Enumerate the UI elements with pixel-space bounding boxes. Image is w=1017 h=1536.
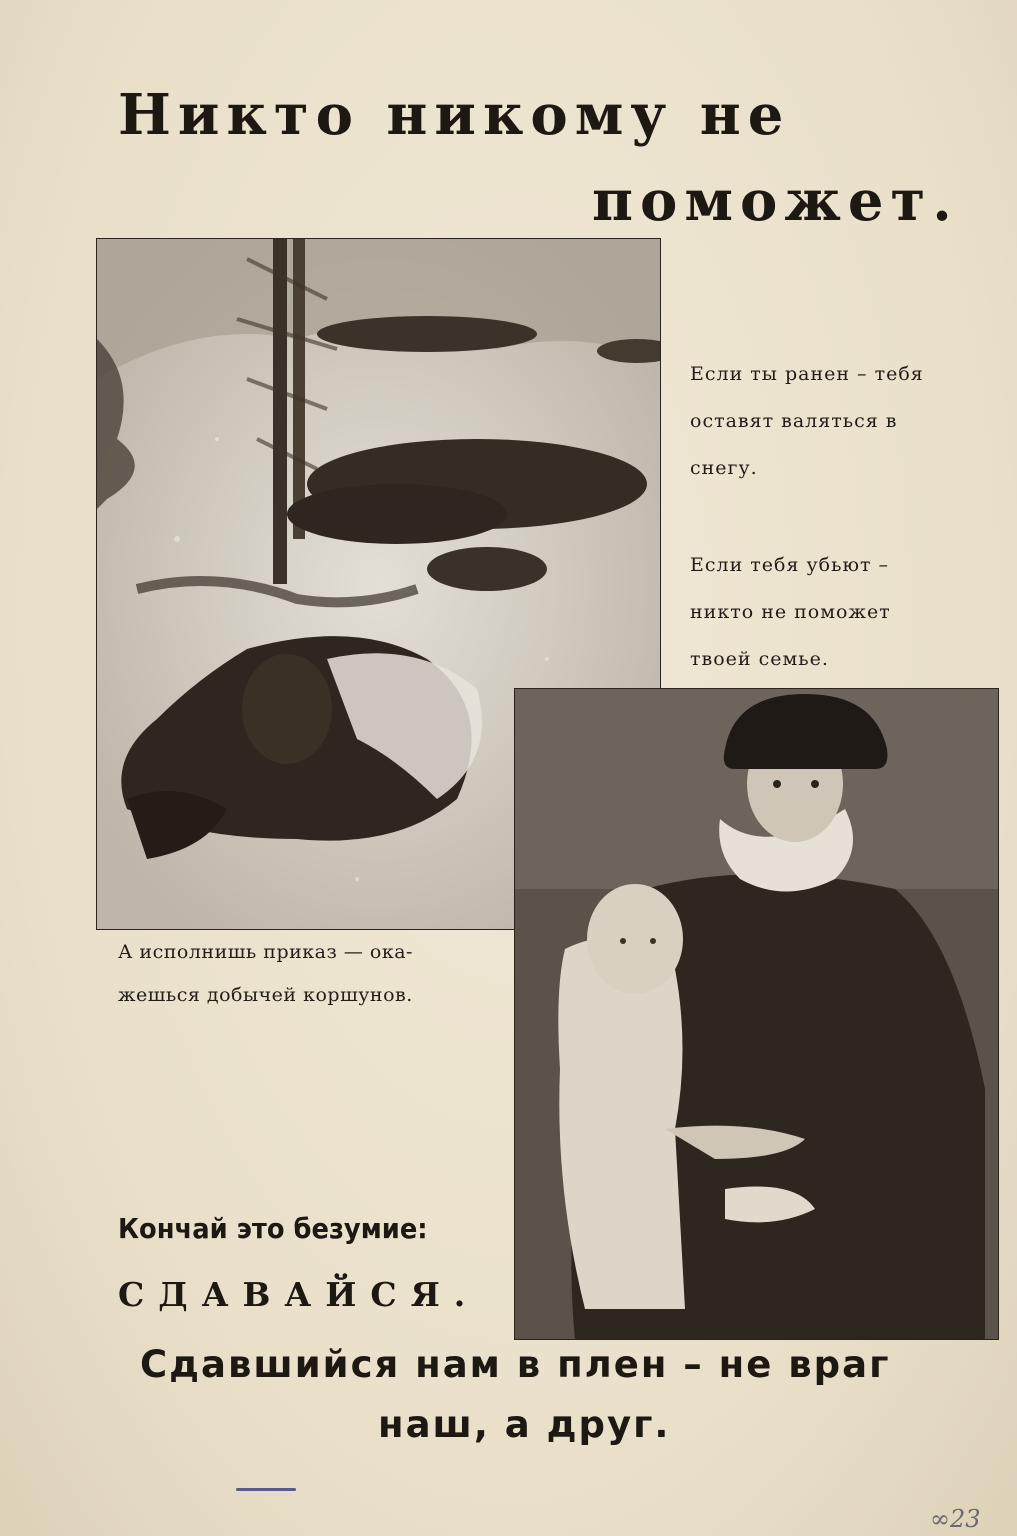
caption-wounded bbox=[690, 365, 945, 506]
slogan-friend-line-1: Сдавшийся нам в плен – не враг bbox=[140, 1343, 891, 1386]
caption-killed-line: никто не поможет bbox=[690, 601, 891, 623]
caption-order-line: А исполнишь приказ — ока- bbox=[118, 941, 413, 963]
archive-number: ∞23 bbox=[930, 1505, 981, 1533]
slogan-friend-line-2: наш, а друг. bbox=[378, 1403, 671, 1446]
caption-killed-line: Если тебя убьют – bbox=[690, 554, 890, 576]
ink-stamp-mark bbox=[236, 1488, 296, 1491]
caption-order bbox=[118, 943, 478, 1029]
caption-killed-line: твоей семье. bbox=[690, 648, 829, 670]
title-line-1: Никто никому не bbox=[118, 82, 791, 148]
caption-wounded-line: снегу. bbox=[690, 457, 758, 479]
slogan-surrender: СДАВАЙСЯ. bbox=[118, 1275, 480, 1314]
caption-wounded-line: Если ты ранен – тебя bbox=[690, 363, 924, 385]
caption-wounded-line: оставят валяться в bbox=[690, 410, 898, 432]
caption-killed bbox=[690, 556, 945, 697]
title-line-2: поможет. bbox=[592, 168, 959, 234]
mother-photo-illustration bbox=[515, 689, 998, 1339]
caption-order-line: жешься добычей коршунов. bbox=[118, 984, 413, 1006]
slogan-end-madness: Кончай это безумие: bbox=[118, 1212, 428, 1245]
mother-and-child-photo bbox=[514, 688, 999, 1340]
